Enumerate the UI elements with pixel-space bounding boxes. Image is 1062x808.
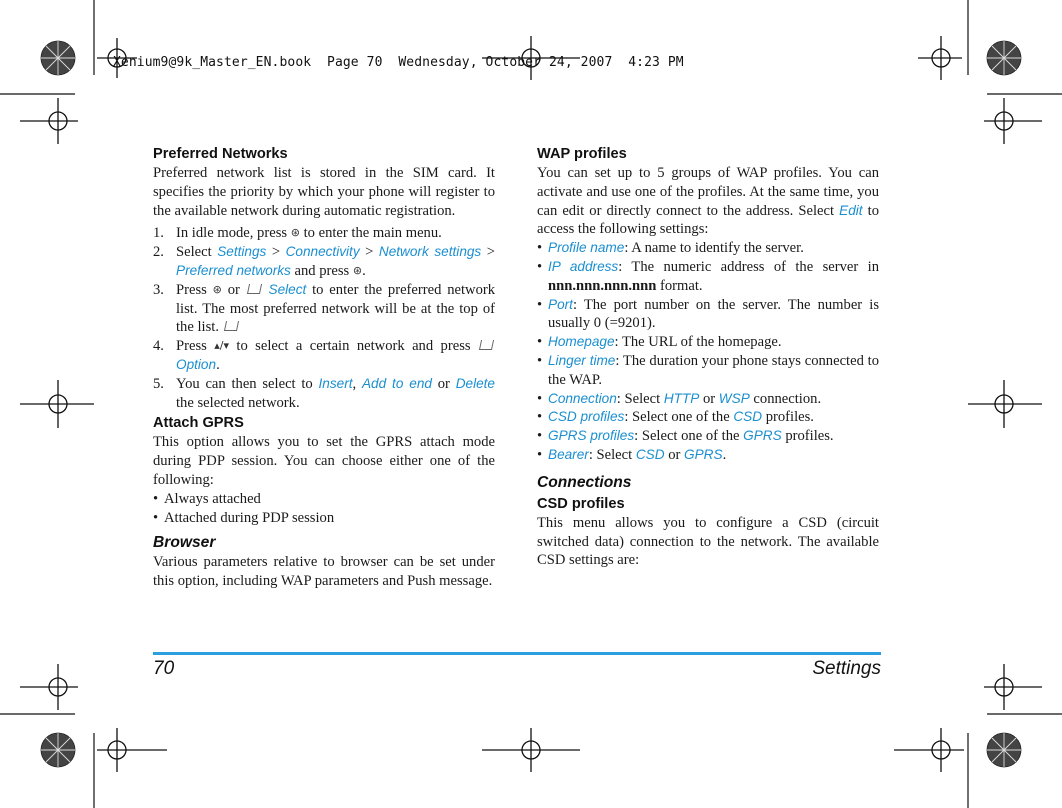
print-header: Xenium9@9k_Master_EN.book Page 70 Wednesday, October 24, 2007 4:23 PM [113, 55, 684, 70]
heading-browser: Browser [153, 534, 216, 552]
menu-settings: Settings [217, 244, 267, 260]
wap-intro: You can set up to 5 groups of WAP profiles. You can activate and use one of the profiles. At the same time, you can edit or directly connect to the address. Select Edit to access the following settings: [537, 165, 879, 238]
step-2: 2. Select Settings > Connectivity > Network settings > Preferred networks and press ⊛. [153, 244, 495, 279]
softkey-icon [247, 284, 262, 294]
list-item: • Bearer: Select CSD or GPRS. [537, 446, 727, 463]
gprs-intro: This option allows you to set the GPRS attach mode during PDP session. You can choose either one of the following: [153, 434, 495, 488]
step-1: 1. In idle mode, press ⊛ to enter the main menu. [153, 225, 442, 242]
list-item: • Profile name: A name to identify the server. [537, 240, 804, 257]
footer-rule [153, 652, 881, 655]
heading-connections: Connections [537, 473, 632, 491]
list-item: • Port: The port number on the server. The number is usually 0 (=9201). [537, 296, 879, 332]
section-title: Settings [812, 658, 881, 679]
menu-option: Option [176, 356, 217, 372]
menu-edit: Edit [839, 202, 863, 218]
heading-wap-profiles: WAP profiles [537, 146, 627, 162]
right-column [537, 145, 879, 570]
preferred-steps [153, 224, 495, 412]
list-item: • Connection: Select HTTP or WSP connection. [537, 390, 822, 407]
list-item: • Linger time: The duration your phone stays connected to the WAP. [537, 352, 879, 388]
list-item: • Attached during PDP session [153, 509, 335, 526]
heading-preferred-networks: Preferred Networks [153, 146, 288, 162]
step-5: 5. You can then select to Insert, Add to end or Delete the selected network. [153, 375, 495, 411]
ok-key-icon: ⊛ [352, 263, 363, 277]
csd-intro: This menu allows you to configure a CSD (circuit switched data) connection to the network. The available CSD settings are: [537, 514, 879, 569]
softkey-icon [479, 340, 494, 350]
ok-key-icon: ⊛ [212, 282, 222, 296]
heading-attach-gprs: Attach GPRS [153, 415, 244, 432]
heading-csd-profiles: CSD profiles [537, 495, 625, 512]
list-item: • IP address: The numeric address of the server in nnn.nnn.nnn.nnn format. [537, 258, 879, 294]
menu-delete: Delete [455, 375, 495, 391]
list-item: • Homepage: The URL of the homepage. [537, 334, 782, 351]
menu-insert: Insert [318, 375, 353, 391]
softkey-icon [224, 321, 239, 331]
preferred-intro: Preferred network list is stored in the SIM card. It specifies the priority by which your phone will register to the available network during automatic registration. [153, 165, 495, 219]
step-4: 4. Press ▴/▾ to select a certain network and press Option. [153, 337, 495, 375]
menu-select: Select [268, 281, 307, 297]
menu-preferred-networks: Preferred networks [176, 262, 291, 278]
wap-settings [537, 239, 879, 465]
nav-arrows-icon: ▴/▾ [214, 339, 229, 353]
list-item: • Always attached [153, 490, 261, 507]
list-item: • CSD profiles: Select one of the CSD profiles. [537, 409, 814, 426]
menu-connectivity: Connectivity [285, 244, 360, 260]
left-column [153, 145, 495, 591]
ok-key-icon: ⊛ [290, 226, 300, 240]
browser-intro: Various parameters relative to browser can be set under this option, including WAP parameters and Push message. [153, 554, 495, 590]
page-number: 70 [153, 658, 175, 679]
list-item: • GPRS profiles: Select one of the GPRS profiles. [537, 428, 834, 445]
menu-add-to-end: Add to end [361, 375, 432, 391]
menu-network-settings: Network settings [378, 244, 482, 260]
step-3: 3. Press ⊛ or Select to enter the preferred network list. The most preferred network will be at the top of the list. [153, 281, 496, 336]
gprs-options [153, 490, 495, 528]
